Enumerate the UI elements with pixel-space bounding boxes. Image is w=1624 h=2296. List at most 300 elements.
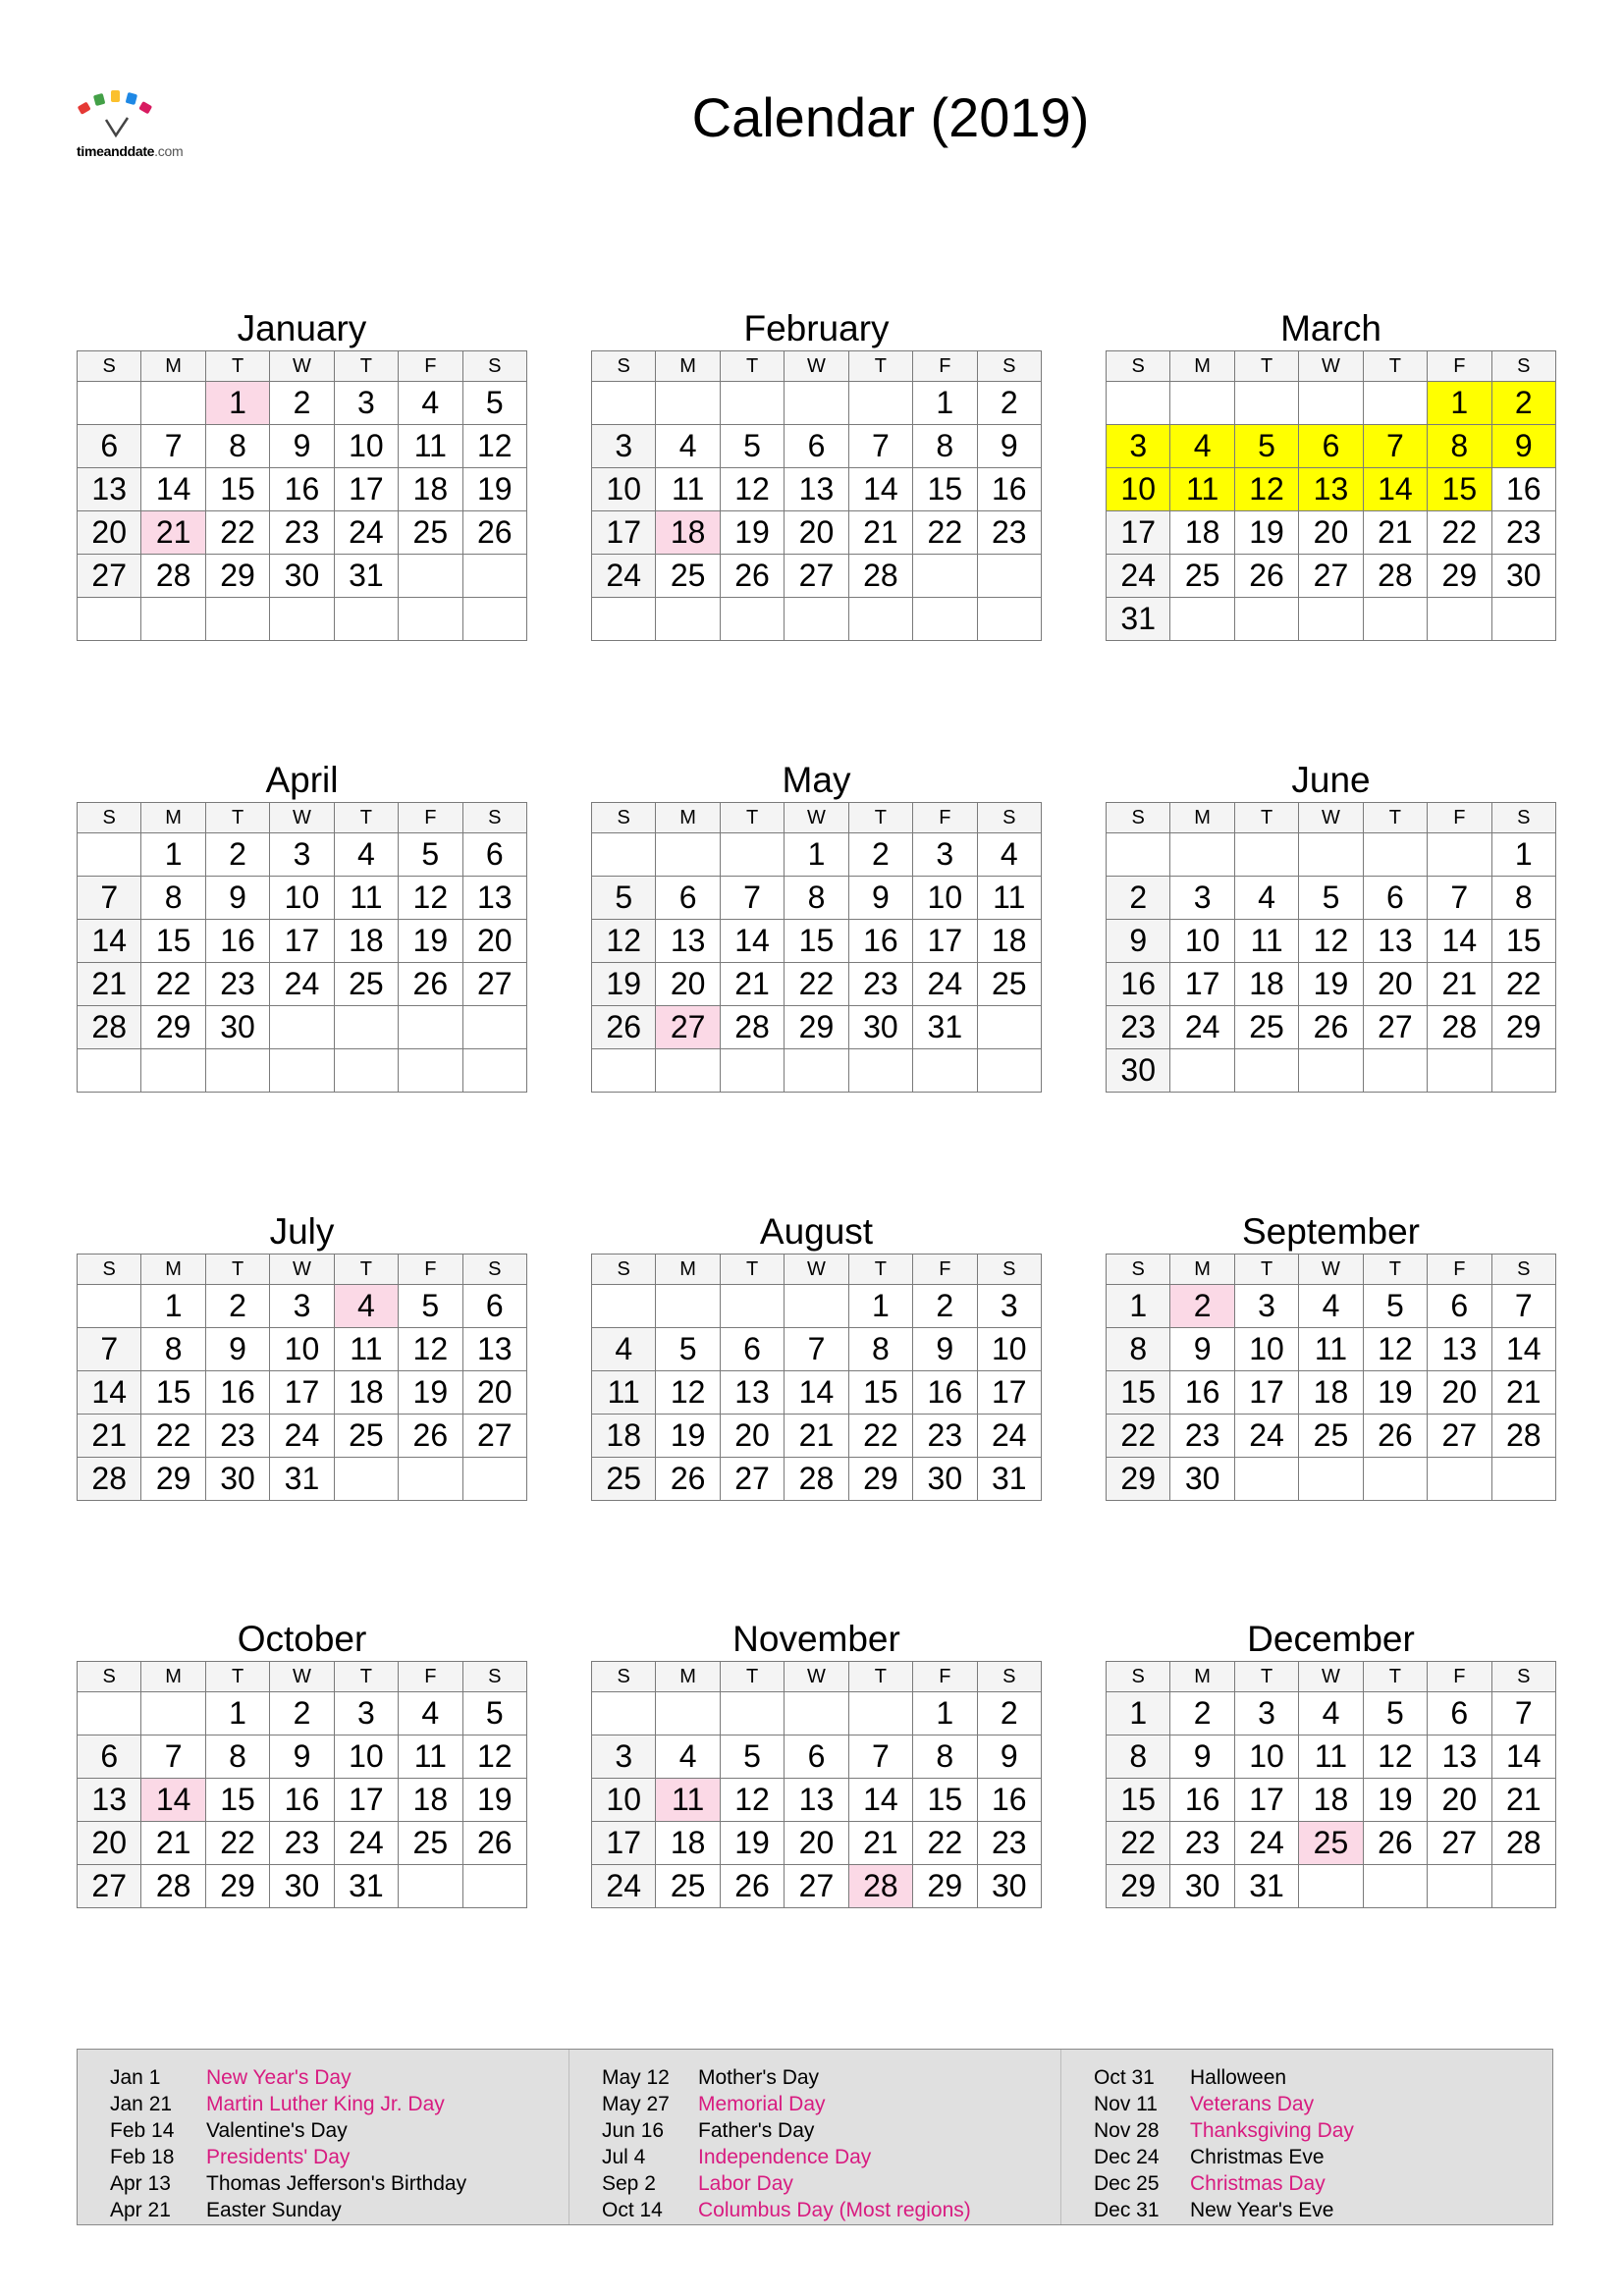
empty-day-cell <box>462 598 526 641</box>
day-cell: 6 <box>462 833 526 877</box>
weekday-header: S <box>78 803 141 833</box>
holiday-column <box>569 2050 1061 2224</box>
day-cell: 26 <box>399 1415 462 1458</box>
day-cell: 16 <box>1491 468 1555 511</box>
day-cell: 26 <box>592 1006 656 1049</box>
empty-day-cell <box>656 1692 720 1735</box>
empty-day-cell <box>1299 1865 1363 1908</box>
day-cell: 10 <box>592 1779 656 1822</box>
empty-day-cell <box>785 1285 848 1328</box>
month-name: November <box>732 1619 900 1659</box>
holiday-row <box>602 2197 1060 2223</box>
day-cell: 20 <box>1299 511 1363 555</box>
weekday-header: T <box>720 1662 784 1692</box>
weekday-header: S <box>977 1662 1041 1692</box>
holiday-row <box>1094 2117 1552 2144</box>
day-cell: 3 <box>270 833 334 877</box>
day-cell: 4 <box>592 1328 656 1371</box>
day-cell: 2 <box>977 382 1041 425</box>
day-cell: 14 <box>720 920 784 963</box>
day-cell: 28 <box>1363 555 1427 598</box>
day-cell: 31 <box>1234 1865 1298 1908</box>
day-cell: 23 <box>913 1415 977 1458</box>
day-cell: 16 <box>205 1371 269 1415</box>
month-august <box>591 1209 1042 1501</box>
empty-day-cell <box>1491 1865 1555 1908</box>
day-cell: 13 <box>785 468 848 511</box>
holiday-date: Oct 31 <box>1094 2066 1155 2089</box>
day-cell: 4 <box>399 382 462 425</box>
holiday-date: Dec 31 <box>1094 2199 1160 2221</box>
day-cell: 19 <box>1363 1371 1427 1415</box>
day-cell: 23 <box>977 1822 1041 1865</box>
day-cell: 19 <box>1363 1779 1427 1822</box>
empty-day-cell <box>1299 1458 1363 1501</box>
holiday-row <box>110 2144 568 2170</box>
day-cell: 11 <box>977 877 1041 920</box>
day-cell: 26 <box>1299 1006 1363 1049</box>
empty-day-cell <box>1299 833 1363 877</box>
month-name: March <box>1280 308 1381 348</box>
day-cell: 3 <box>977 1285 1041 1328</box>
day-cell: 7 <box>1491 1285 1555 1328</box>
day-cell: 19 <box>462 1779 526 1822</box>
day-cell: 30 <box>1491 555 1555 598</box>
day-cell: 9 <box>1170 1328 1234 1371</box>
day-cell: 27 <box>1428 1415 1491 1458</box>
empty-day-cell <box>141 1049 205 1093</box>
weekday-header: F <box>913 1662 977 1692</box>
empty-day-cell <box>334 1458 398 1501</box>
weekday-header: T <box>205 351 269 382</box>
empty-day-cell <box>1107 382 1170 425</box>
empty-day-cell <box>462 1049 526 1093</box>
month-february <box>591 306 1042 641</box>
day-cell: 20 <box>78 1822 141 1865</box>
empty-day-cell <box>913 1049 977 1093</box>
day-cell: 19 <box>592 963 656 1006</box>
empty-day-cell <box>78 382 141 425</box>
day-cell: 4 <box>1170 425 1234 468</box>
month-march <box>1106 306 1556 641</box>
day-cell: 19 <box>399 920 462 963</box>
day-cell: 25 <box>592 1458 656 1501</box>
empty-day-cell <box>848 598 912 641</box>
day-cell: 19 <box>720 1822 784 1865</box>
day-cell: 14 <box>785 1371 848 1415</box>
day-cell: 17 <box>334 468 398 511</box>
holiday-column <box>78 2050 569 2224</box>
day-cell: 9 <box>848 877 912 920</box>
day-cell: 27 <box>1428 1822 1491 1865</box>
day-cell: 4 <box>399 1692 462 1735</box>
empty-day-cell <box>1170 833 1234 877</box>
day-cell: 30 <box>205 1006 269 1049</box>
month-name: May <box>782 760 851 800</box>
holiday-date: Oct 14 <box>602 2199 663 2221</box>
weekday-header: F <box>913 803 977 833</box>
day-cell: 9 <box>1491 425 1555 468</box>
day-cell: 24 <box>592 555 656 598</box>
day-cell: 6 <box>785 1735 848 1779</box>
day-cell: 21 <box>848 1822 912 1865</box>
month-table <box>1106 802 1556 1093</box>
day-cell: 23 <box>205 963 269 1006</box>
holiday-name: Father's Day <box>698 2119 815 2142</box>
day-cell: 25 <box>399 1822 462 1865</box>
day-cell: 12 <box>399 877 462 920</box>
empty-day-cell <box>141 1692 205 1735</box>
month-january <box>77 306 527 641</box>
empty-day-cell <box>334 1049 398 1093</box>
day-cell: 15 <box>1107 1779 1170 1822</box>
empty-day-cell <box>334 598 398 641</box>
day-cell: 23 <box>977 511 1041 555</box>
weekday-header: F <box>1428 1255 1491 1285</box>
day-cell: 18 <box>977 920 1041 963</box>
day-cell: 16 <box>848 920 912 963</box>
weekday-header: T <box>720 351 784 382</box>
day-cell: 11 <box>334 1328 398 1371</box>
day-cell: 12 <box>1363 1328 1427 1371</box>
day-cell: 30 <box>848 1006 912 1049</box>
day-cell: 4 <box>977 833 1041 877</box>
empty-day-cell <box>399 1865 462 1908</box>
weekday-header: M <box>1170 1662 1234 1692</box>
day-cell: 2 <box>1170 1692 1234 1735</box>
day-cell: 31 <box>913 1006 977 1049</box>
day-cell: 29 <box>848 1458 912 1501</box>
day-cell: 25 <box>977 963 1041 1006</box>
day-cell: 21 <box>1428 963 1491 1006</box>
day-cell: 11 <box>1299 1735 1363 1779</box>
day-cell: 10 <box>1170 920 1234 963</box>
day-cell: 29 <box>205 555 269 598</box>
empty-day-cell <box>1363 833 1427 877</box>
holiday-date: May 27 <box>602 2093 670 2115</box>
day-cell: 28 <box>141 1865 205 1908</box>
weekday-header: F <box>399 351 462 382</box>
empty-day-cell <box>977 555 1041 598</box>
day-cell: 9 <box>977 425 1041 468</box>
day-cell: 10 <box>1107 468 1170 511</box>
empty-day-cell <box>270 1006 334 1049</box>
month-july <box>77 1209 527 1501</box>
empty-day-cell <box>462 1865 526 1908</box>
day-cell: 29 <box>785 1006 848 1049</box>
empty-day-cell <box>78 1049 141 1093</box>
day-cell: 4 <box>334 833 398 877</box>
weekday-header: W <box>785 1662 848 1692</box>
holiday-row <box>1094 2170 1552 2197</box>
day-cell: 7 <box>848 1735 912 1779</box>
day-cell: 14 <box>848 1779 912 1822</box>
day-cell: 18 <box>1299 1779 1363 1822</box>
day-cell: 10 <box>334 1735 398 1779</box>
day-cell: 18 <box>399 1779 462 1822</box>
day-cell: 7 <box>141 425 205 468</box>
day-cell: 17 <box>592 511 656 555</box>
day-cell: 28 <box>848 555 912 598</box>
day-cell: 23 <box>205 1415 269 1458</box>
holiday-date: Apr 21 <box>110 2199 171 2221</box>
weekday-header: T <box>720 803 784 833</box>
day-cell: 20 <box>1428 1779 1491 1822</box>
day-cell: 15 <box>913 1779 977 1822</box>
empty-day-cell <box>270 598 334 641</box>
day-cell: 19 <box>656 1415 720 1458</box>
day-cell: 14 <box>1491 1328 1555 1371</box>
day-cell: 3 <box>334 1692 398 1735</box>
day-cell: 17 <box>592 1822 656 1865</box>
day-cell: 22 <box>141 1415 205 1458</box>
holiday-row <box>602 2170 1060 2197</box>
day-cell: 13 <box>462 1328 526 1371</box>
day-cell: 16 <box>977 468 1041 511</box>
day-cell: 4 <box>1299 1692 1363 1735</box>
day-cell: 5 <box>720 425 784 468</box>
holiday-row <box>110 2170 568 2197</box>
holiday-name: Halloween <box>1190 2066 1287 2089</box>
weekday-header: W <box>785 1255 848 1285</box>
day-cell: 29 <box>141 1458 205 1501</box>
day-cell: 12 <box>720 1779 784 1822</box>
day-cell: 6 <box>1299 425 1363 468</box>
day-cell: 13 <box>78 468 141 511</box>
weekday-header: F <box>399 1255 462 1285</box>
day-cell: 5 <box>1363 1692 1427 1735</box>
weekday-header: F <box>913 351 977 382</box>
day-cell: 7 <box>78 1328 141 1371</box>
day-cell: 15 <box>785 920 848 963</box>
weekday-header: M <box>141 1255 205 1285</box>
day-cell: 7 <box>785 1328 848 1371</box>
day-cell: 26 <box>462 1822 526 1865</box>
day-cell: 13 <box>1299 468 1363 511</box>
empty-day-cell <box>720 382 784 425</box>
weekday-header: T <box>848 1255 912 1285</box>
day-cell: 13 <box>720 1371 784 1415</box>
day-cell: 12 <box>462 1735 526 1779</box>
day-cell: 18 <box>334 920 398 963</box>
day-cell: 17 <box>1170 963 1234 1006</box>
day-cell: 21 <box>141 1822 205 1865</box>
empty-day-cell <box>399 1458 462 1501</box>
day-cell: 15 <box>205 468 269 511</box>
day-cell: 9 <box>270 1735 334 1779</box>
day-cell: 12 <box>656 1371 720 1415</box>
holiday-row <box>602 2091 1060 2117</box>
day-cell: 28 <box>78 1006 141 1049</box>
day-cell: 22 <box>1491 963 1555 1006</box>
day-cell: 15 <box>1491 920 1555 963</box>
day-cell: 28 <box>1491 1415 1555 1458</box>
weekday-header: T <box>720 1255 784 1285</box>
day-cell: 15 <box>848 1371 912 1415</box>
day-cell: 16 <box>205 920 269 963</box>
day-cell: 14 <box>1491 1735 1555 1779</box>
day-cell: 1 <box>785 833 848 877</box>
day-cell: 21 <box>848 511 912 555</box>
day-cell: 11 <box>399 425 462 468</box>
weekday-header: S <box>1491 351 1555 382</box>
day-cell: 20 <box>720 1415 784 1458</box>
month-table <box>77 1661 527 1908</box>
day-cell: 21 <box>78 963 141 1006</box>
day-cell: 21 <box>1491 1371 1555 1415</box>
day-cell: 14 <box>1428 920 1491 963</box>
day-cell: 2 <box>270 382 334 425</box>
day-cell: 5 <box>462 382 526 425</box>
holiday-name: Mother's Day <box>698 2066 820 2089</box>
day-cell: 29 <box>1491 1006 1555 1049</box>
holiday-column <box>1061 2050 1552 2224</box>
day-cell: 29 <box>913 1865 977 1908</box>
holiday-row <box>110 2117 568 2144</box>
weekday-header: S <box>462 1662 526 1692</box>
day-cell: 9 <box>205 877 269 920</box>
empty-day-cell <box>1234 1458 1298 1501</box>
day-cell: 3 <box>1170 877 1234 920</box>
month-december <box>1106 1617 1556 1908</box>
day-cell: 11 <box>1170 468 1234 511</box>
weekday-header: W <box>1299 1255 1363 1285</box>
day-cell: 4 <box>1299 1285 1363 1328</box>
day-cell: 23 <box>270 511 334 555</box>
holiday-date: Nov 11 <box>1094 2093 1158 2115</box>
day-cell: 14 <box>78 1371 141 1415</box>
day-cell: 10 <box>1234 1328 1298 1371</box>
holiday-name: Labor Day <box>698 2172 793 2195</box>
weekday-header: W <box>1299 1662 1363 1692</box>
day-cell: 19 <box>1299 963 1363 1006</box>
weekday-header: F <box>913 1255 977 1285</box>
day-cell: 31 <box>334 1865 398 1908</box>
weekday-header: T <box>205 1255 269 1285</box>
weekday-header: S <box>78 351 141 382</box>
day-cell: 20 <box>785 511 848 555</box>
day-cell: 3 <box>1107 425 1170 468</box>
day-cell: 15 <box>205 1779 269 1822</box>
day-cell: 11 <box>1299 1328 1363 1371</box>
day-cell: 11 <box>656 468 720 511</box>
day-cell: 17 <box>270 1371 334 1415</box>
empty-day-cell <box>656 1285 720 1328</box>
weekday-header: S <box>78 1255 141 1285</box>
day-cell: 8 <box>913 425 977 468</box>
month-june <box>1106 758 1556 1093</box>
month-name: April <box>265 760 339 800</box>
day-cell: 18 <box>1170 511 1234 555</box>
weekday-header: T <box>334 351 398 382</box>
weekday-header: F <box>1428 351 1491 382</box>
empty-day-cell <box>1363 1049 1427 1093</box>
day-cell: 10 <box>913 877 977 920</box>
holiday-list-panel <box>77 2049 1553 2225</box>
empty-day-cell <box>78 833 141 877</box>
day-cell: 17 <box>913 920 977 963</box>
empty-day-cell <box>1428 1458 1491 1501</box>
holiday-name: Thanksgiving Day <box>1190 2119 1354 2142</box>
holiday-date: Jan 1 <box>110 2066 161 2089</box>
day-cell: 27 <box>785 555 848 598</box>
day-cell: 20 <box>785 1822 848 1865</box>
weekday-header: T <box>1363 351 1427 382</box>
day-cell: 21 <box>1363 511 1427 555</box>
day-cell: 8 <box>1491 877 1555 920</box>
day-cell: 17 <box>1234 1779 1298 1822</box>
holiday-date: Dec 25 <box>1094 2172 1160 2195</box>
holiday-date: Jun 16 <box>602 2119 665 2142</box>
day-cell: 13 <box>785 1779 848 1822</box>
day-cell: 30 <box>913 1458 977 1501</box>
month-table <box>1106 350 1556 641</box>
weekday-header: W <box>270 351 334 382</box>
weekday-header: S <box>592 351 656 382</box>
day-cell: 3 <box>592 425 656 468</box>
empty-day-cell <box>592 598 656 641</box>
day-cell: 23 <box>1170 1822 1234 1865</box>
day-cell: 23 <box>1107 1006 1170 1049</box>
weekday-header: T <box>205 803 269 833</box>
day-cell: 24 <box>1234 1415 1298 1458</box>
holiday-row <box>1094 2064 1552 2091</box>
empty-day-cell <box>462 1006 526 1049</box>
weekday-header: S <box>977 1255 1041 1285</box>
weekday-header: T <box>334 1662 398 1692</box>
empty-day-cell <box>1491 598 1555 641</box>
day-cell: 1 <box>913 382 977 425</box>
day-cell: 14 <box>1363 468 1427 511</box>
empty-day-cell <box>848 1692 912 1735</box>
holiday-name: Veterans Day <box>1190 2093 1315 2115</box>
weekday-header: T <box>1234 1662 1298 1692</box>
empty-day-cell <box>1299 598 1363 641</box>
day-cell: 9 <box>1170 1735 1234 1779</box>
empty-day-cell <box>1234 598 1298 641</box>
day-cell: 6 <box>720 1328 784 1371</box>
day-cell: 31 <box>270 1458 334 1501</box>
holiday-date: Jan 21 <box>110 2093 173 2115</box>
day-cell: 12 <box>1363 1735 1427 1779</box>
day-cell: 20 <box>656 963 720 1006</box>
empty-day-cell <box>785 382 848 425</box>
day-cell: 6 <box>656 877 720 920</box>
month-name: June <box>1291 760 1371 800</box>
day-cell: 28 <box>78 1458 141 1501</box>
holiday-date: Nov 28 <box>1094 2119 1160 2142</box>
day-cell: 7 <box>1428 877 1491 920</box>
day-cell: 2 <box>977 1692 1041 1735</box>
day-cell: 16 <box>1107 963 1170 1006</box>
empty-day-cell <box>1299 382 1363 425</box>
month-table <box>591 802 1042 1093</box>
weekday-header: W <box>270 1255 334 1285</box>
day-cell: 9 <box>1107 920 1170 963</box>
day-cell: 1 <box>913 1692 977 1735</box>
day-cell: 20 <box>1363 963 1427 1006</box>
day-cell: 31 <box>977 1458 1041 1501</box>
day-cell: 4 <box>1234 877 1298 920</box>
month-table <box>1106 1661 1556 1908</box>
day-cell: 16 <box>1170 1371 1234 1415</box>
day-cell: 22 <box>205 511 269 555</box>
day-cell: 12 <box>1234 468 1298 511</box>
day-cell: 27 <box>656 1006 720 1049</box>
day-cell: 8 <box>205 425 269 468</box>
holiday-row <box>110 2064 568 2091</box>
day-cell: 3 <box>913 833 977 877</box>
